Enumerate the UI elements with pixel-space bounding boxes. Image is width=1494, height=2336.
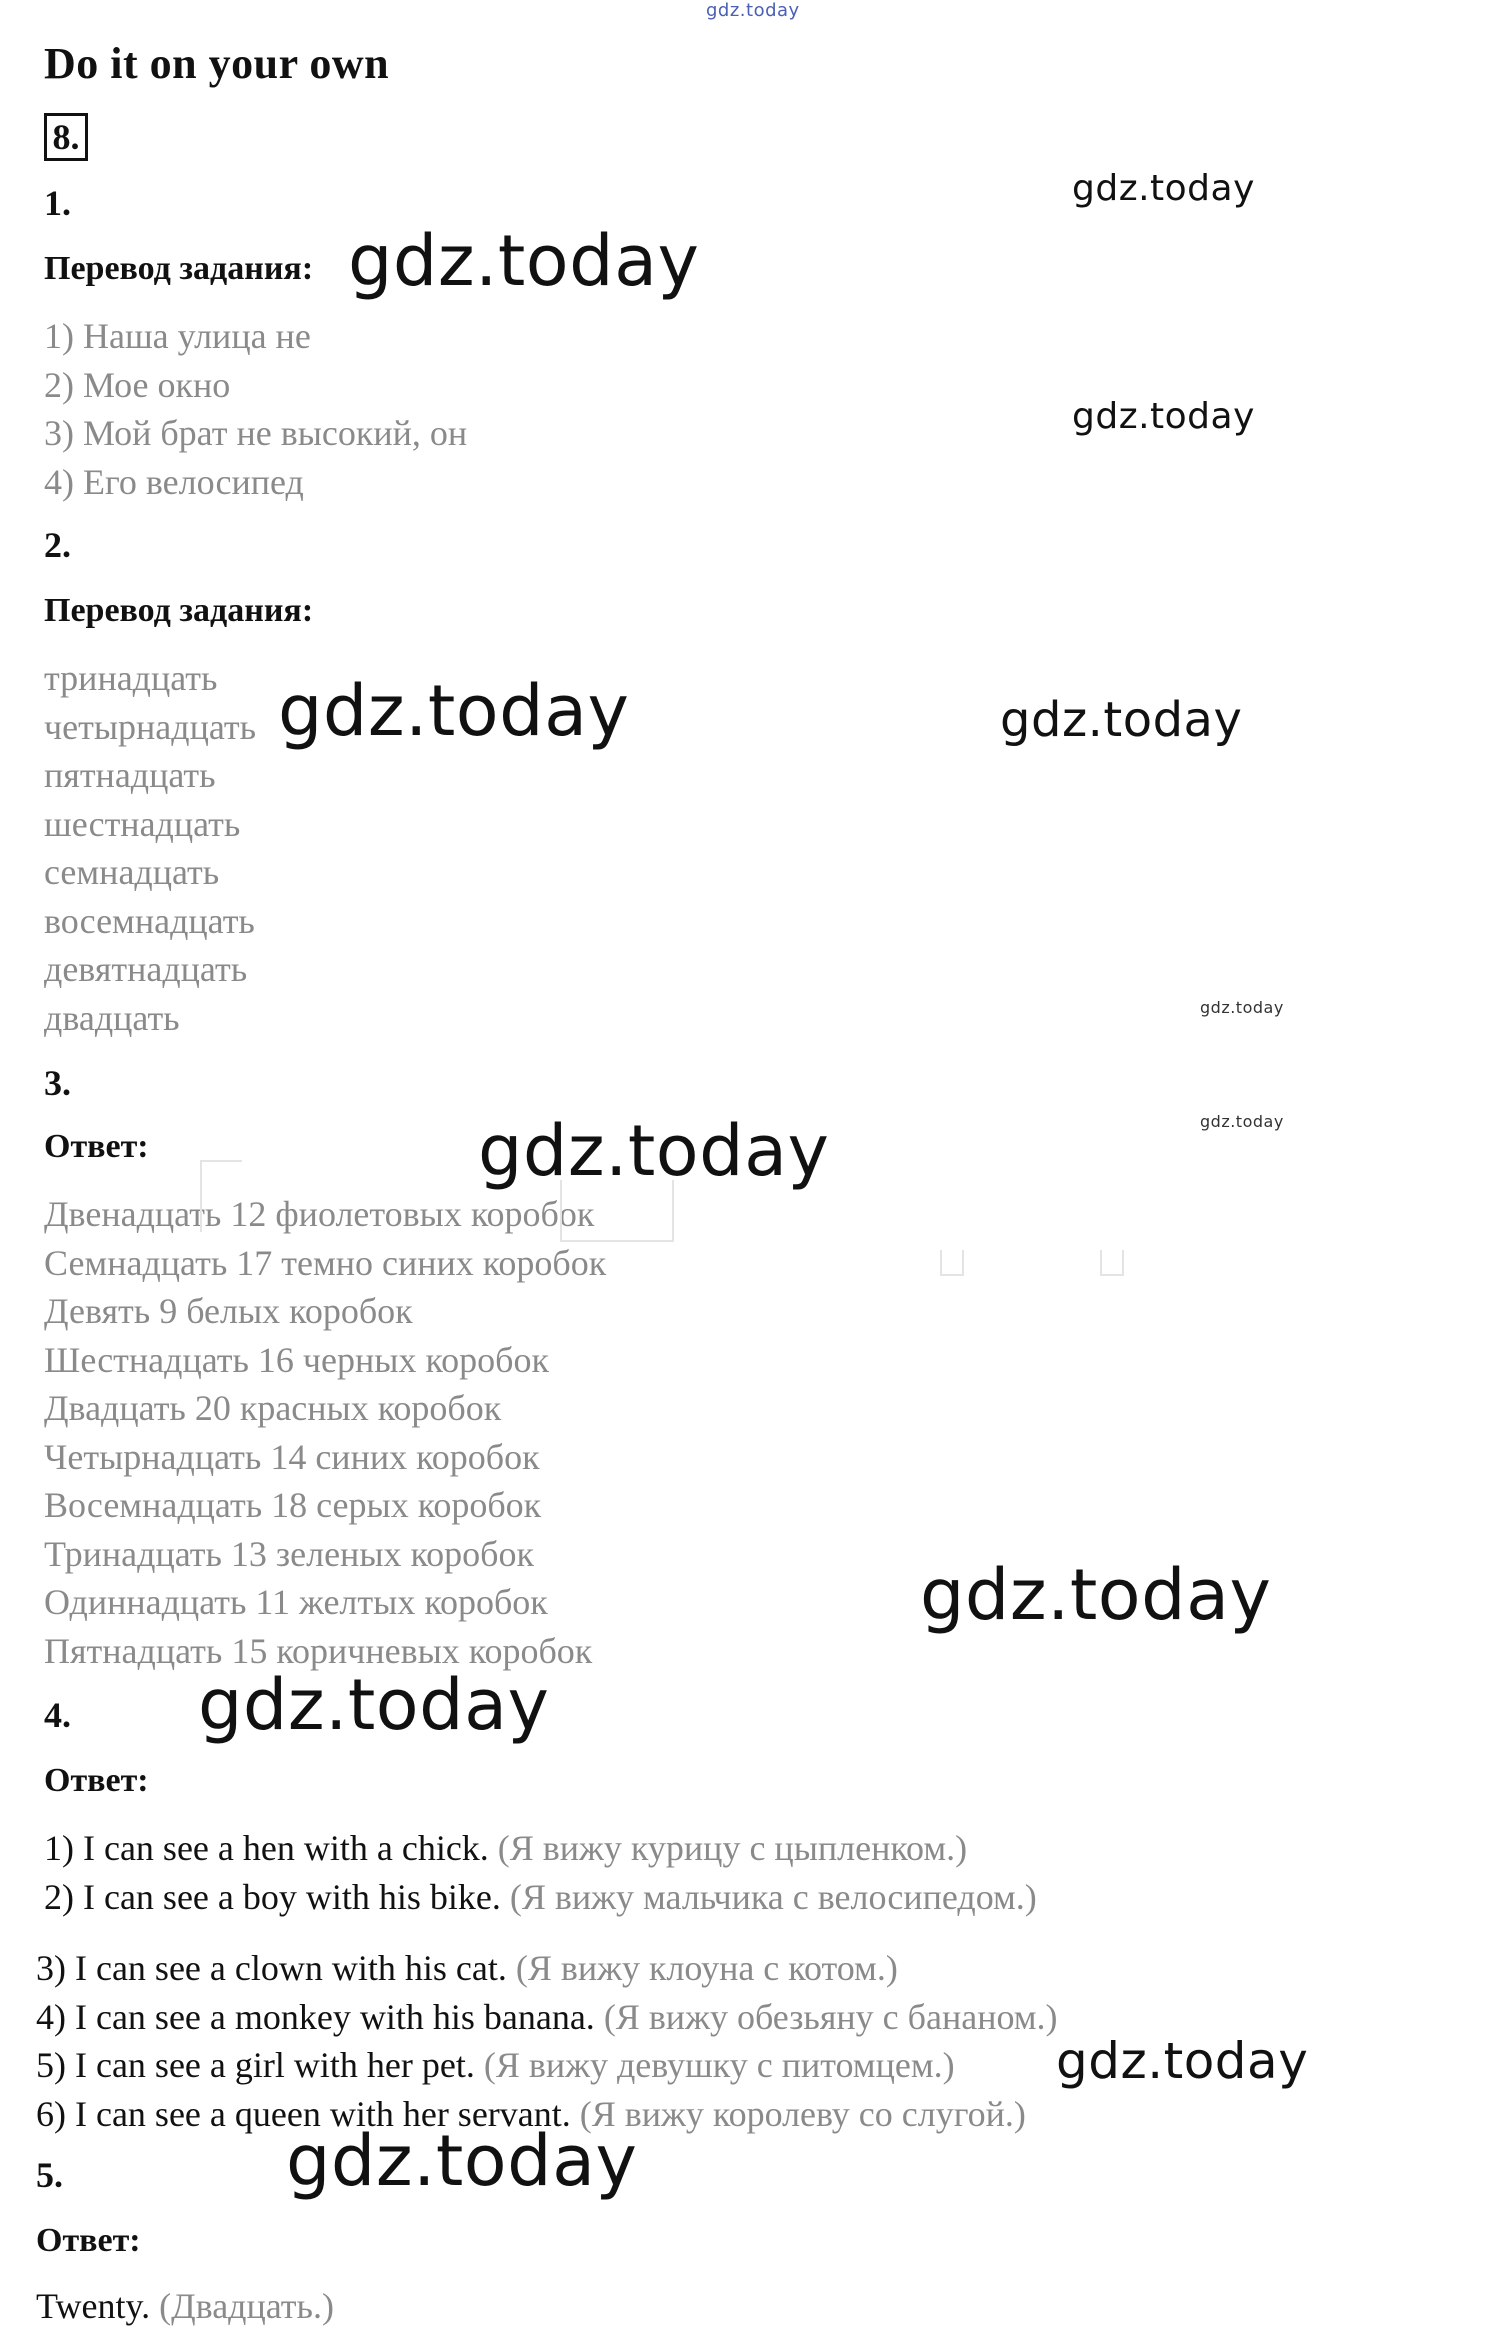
sentence-en: 5) I can see a girl with her pet. — [36, 2045, 475, 2085]
list-item: Девять 9 белых коробок — [44, 1291, 413, 1331]
list-item — [44, 1824, 1037, 1873]
list-item: 4) Его велосипед — [44, 461, 304, 502]
watermark: gdz.today — [1000, 692, 1243, 748]
watermark: gdz.today — [278, 670, 630, 752]
sentence-en: 6) I can see a queen with her servant. — [36, 2093, 571, 2134]
sentence-ru: (Я вижу королеву со слугой.) — [579, 2093, 1026, 2134]
list-item: Четырнадцать 14 синих коробок — [44, 1436, 540, 1477]
section-2-label: Перевод задания: — [44, 592, 314, 629]
watermark: gdz.today — [286, 2120, 638, 2202]
section-4-label: Ответ: — [44, 1762, 149, 1799]
list-item — [36, 2041, 1058, 2090]
list-item: восемнадцать — [44, 900, 255, 941]
section-5-answer — [36, 2282, 334, 2331]
watermark: gdz.today — [1200, 998, 1284, 1017]
section-3-list — [44, 1190, 606, 1675]
sentence-ru: (Я вижу девушку с питомцем.) — [483, 2045, 955, 2085]
list-item: Двадцать 20 красных коробок — [44, 1388, 502, 1428]
page-title: Do it on your own — [44, 39, 390, 88]
section-1-label: Перевод задания: — [44, 250, 314, 287]
watermark: gdz.today — [1200, 1112, 1284, 1131]
section-5-number: 5. — [36, 2155, 63, 2195]
watermark: gdz.today — [1056, 2032, 1309, 2090]
section-3-number: 3. — [44, 1063, 71, 1103]
list-item: Восемнадцать 18 серых коробок — [44, 1485, 542, 1525]
ghost-mark — [200, 1160, 242, 1232]
watermark: gdz.today — [478, 1110, 830, 1192]
section-3-label: Ответ: — [44, 1128, 149, 1165]
watermark: gdz.today — [348, 220, 700, 302]
section-4-number: 4. — [44, 1695, 71, 1735]
list-item: Тринадцать 13 зеленых коробок — [44, 1533, 534, 1574]
section-2-number: 2. — [44, 525, 71, 565]
list-item: семнадцать — [44, 852, 220, 892]
list-item: девятнадцать — [44, 949, 248, 989]
watermark: gdz.today — [1072, 396, 1255, 437]
ghost-mark — [940, 1250, 964, 1276]
list-item — [36, 1993, 1058, 2042]
sentence-ru: (Я вижу клоуна с котом.) — [515, 1948, 898, 1988]
list-item: шестнадцать — [44, 803, 241, 844]
list-item: четырнадцать — [44, 706, 257, 747]
sentence-en: 1) I can see a hen with a chick. — [44, 1828, 489, 1868]
sentence-en: 3) I can see a clown with his cat. — [36, 1948, 507, 1988]
section-1-list — [44, 312, 467, 506]
sentence-en: 2) I can see a boy with his bike. — [44, 1876, 501, 1917]
sentence-en: 4) I can see a monkey with his banana. — [36, 1996, 595, 2037]
list-item: двадцать — [44, 997, 180, 1038]
list-item — [44, 1873, 1037, 1922]
sentence-ru: (Я вижу мальчика с велосипедом.) — [509, 1876, 1037, 1917]
section-4-list-a — [44, 1824, 1037, 1921]
sentence-ru: (Я вижу курицу с цыпленком.) — [497, 1828, 968, 1868]
section-1-number: 1. — [44, 183, 71, 223]
watermark: gdz.today — [920, 1554, 1272, 1636]
list-item — [36, 1944, 1058, 1993]
watermark-top: gdz.today — [706, 0, 800, 21]
answer-en: Twenty. — [36, 2286, 151, 2326]
list-item: 3) Мой брат не высокий, он — [44, 413, 468, 453]
list-item: 2) Мое окно — [44, 364, 231, 405]
watermark: gdz.today — [1072, 168, 1255, 209]
section-4-list-b — [36, 1944, 1058, 2138]
list-item: 1) Наша улица не — [44, 316, 311, 356]
list-item: Шестнадцать 16 черных коробок — [44, 1339, 549, 1380]
list-item: тринадцать — [44, 658, 218, 698]
section-2-list — [44, 654, 256, 1042]
list-item: пятнадцать — [44, 755, 216, 795]
list-item: Одиннадцать 11 желтых коробок — [44, 1582, 548, 1622]
sentence-ru: (Я вижу обезьяну с бананом.) — [603, 1996, 1058, 2037]
list-item: Семнадцать 17 темно синих коробок — [44, 1242, 607, 1283]
exercise-number-box: 8. — [44, 113, 88, 161]
list-item: Пятнадцать 15 коричневых коробок — [44, 1630, 593, 1671]
watermark: gdz.today — [198, 1664, 550, 1746]
section-5-label: Ответ: — [36, 2222, 141, 2259]
list-item: Двенадцать 12 фиолетовых коробок — [44, 1194, 595, 1234]
answer-ru: (Двадцать.) — [159, 2286, 334, 2326]
ghost-mark — [1100, 1250, 1124, 1276]
